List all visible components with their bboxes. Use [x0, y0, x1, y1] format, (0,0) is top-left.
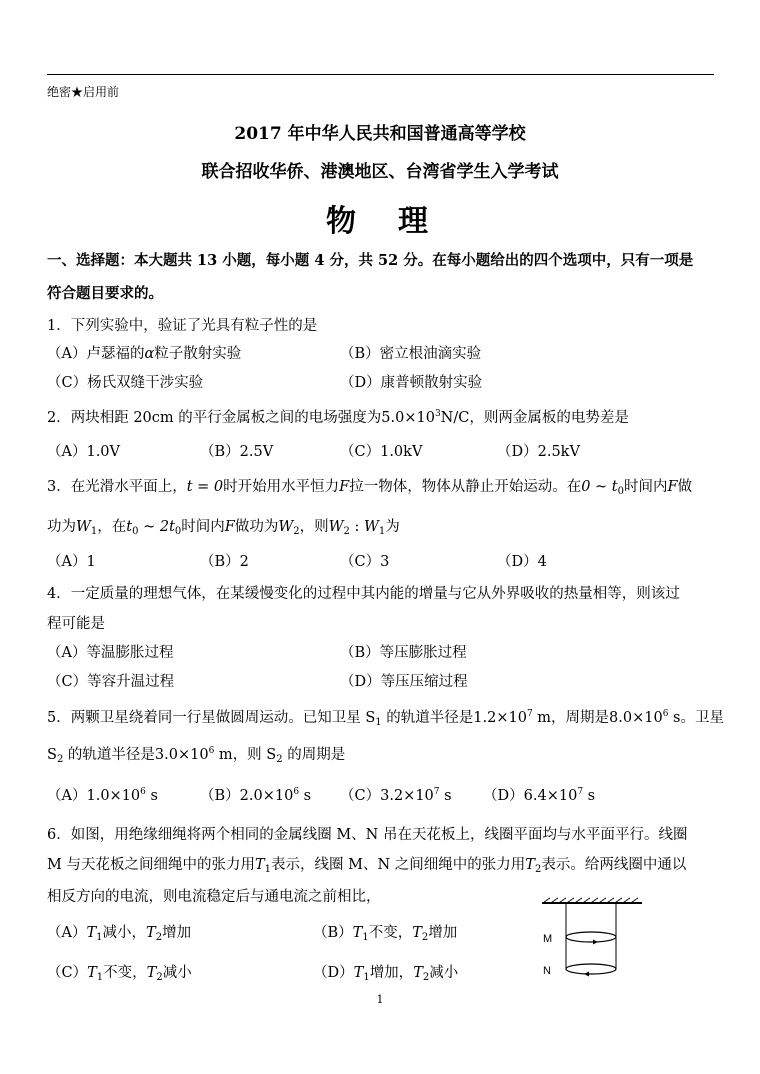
q2-stem: 2．两块相距 20cm 的平行金属板之间的电场强度为$5.0\times 10^3N/C$，则两金属板的电势差是 — [47, 409, 629, 426]
coil-n — [566, 964, 616, 977]
q6-stem-line2: M 与天花板之间细绳中的张力用$T_1$表示，线圈 M、N 之间细绳中的张力用$T_2$表示。给两线圈中通以 — [47, 857, 687, 875]
q2-option-b: （B）2.5V — [200, 444, 274, 460]
q5-stem-line1: 5．两颗卫星绕着同一行星做圆周运动。已知卫星 $S_1$ 的轨道半径是$1.2\times 10^7$ m，周期是$8.0\times 10^6$ s。卫星 — [47, 709, 724, 728]
coil-n-current-arrow-icon — [584, 972, 589, 977]
subject-title: 物 理 — [326, 204, 434, 239]
q3-option-c: （C）3 — [340, 554, 390, 570]
q4-option-c: （C）等容升温过程 — [47, 674, 175, 690]
q1-stem: 1．下列实验中，验证了光具有粒子性的是 — [47, 318, 318, 334]
ceiling — [542, 898, 642, 903]
q5-option-a: $(A)1.0\times 10^6$ s — [47, 787, 158, 804]
q4-stem-line1: 4．一定质量的理想气体，在某缓慢变化的过程中其内能的增量与它从外界吸收的热量相等，则该过 — [47, 586, 680, 602]
exam-title-line1: 2017 年中华人民共和国普通高等学校 — [234, 124, 526, 144]
q3-option-b: （B）2 — [200, 554, 249, 570]
coil-m — [566, 932, 616, 945]
q3-stem-line1: 3．在光滑水平面上，t = 0时开始用水平恒力F拉一物体，物体从静止开始运动。在0 ~ $t_0$时间内F做 — [47, 479, 693, 497]
q3-option-a: （A）1 — [47, 554, 96, 570]
q1-option-c: （C）杨氏双缝干涉实验 — [47, 375, 204, 391]
q6-option-c: $(C)T_1$不变，$T_2$减小 — [47, 965, 192, 983]
q5-stem-line2: $S_2$ 的轨道半径是$3.0\times 10^6$ m，则 $S_2$ 的周期是 — [47, 746, 346, 765]
section-intro-line1: 一、选择题：本大题共 13 小题，每小题 4 分，共 52 分。在每小题给出的四个选项中，只有一项是 — [47, 252, 694, 269]
coil-figure — [538, 897, 648, 979]
q4-option-b: （B）等压膨胀过程 — [340, 645, 467, 661]
q3-stem-line2: 功为$W_1$，在$t_0$ ~ $2t_0$时间内F做功为$W_2$，则$W_2$ : $W_1$为 — [47, 519, 400, 537]
exam-title-line2: 联合招收华侨、港澳地区、台湾省学生入学考试 — [201, 162, 559, 182]
q6-option-d: $(D)T_1$增加，$T_2$减小 — [313, 965, 459, 983]
q4-stem-line2: 程可能是 — [47, 616, 105, 632]
q2-option-d: （D）2.5kV — [497, 444, 580, 460]
strings — [566, 903, 616, 969]
q1-option-b: （B）密立根油滴实验 — [340, 346, 482, 362]
label-n: N — [543, 965, 551, 977]
q2-option-c: （C）1.0kV — [340, 444, 423, 460]
secret-label: 绝密★启用前 — [47, 85, 120, 99]
q3-option-d: （D）4 — [497, 554, 547, 570]
page-number: 1 — [376, 993, 384, 1006]
q4-option-a: （A）等温膨胀过程 — [47, 645, 174, 661]
q6-stem-line3: 相反方向的电流，则电流稳定后与通电流之前相比， — [47, 889, 381, 905]
header-rule — [47, 74, 714, 75]
q5-option-d: $(D)6.4\times 10^7$ s — [483, 787, 596, 804]
coil-m-current-arrow-icon — [593, 940, 598, 945]
q4-option-d: （D）等压压缩过程 — [340, 674, 468, 690]
q2-option-a: （A）1.0V — [47, 444, 121, 460]
q1-option-a: （A）卢瑟福的α粒子散射实验 — [47, 346, 242, 362]
q5-option-b: $(B)2.0\times 10^6$ s — [200, 787, 312, 804]
q5-option-c: $(C)3.2\times 10^7$ s — [340, 787, 452, 804]
q1-option-d: （D）康普顿散射实验 — [340, 375, 483, 391]
section-intro-line2: 符合题目要求的。 — [47, 285, 163, 302]
q6-option-b: $(B)T_1$不变，$T_2$增加 — [313, 925, 458, 943]
q6-option-a: $(A)T_1$减小，$T_2$增加 — [47, 925, 192, 943]
label-m: M — [543, 933, 553, 945]
q6-stem-line1: 6．如图，用绝缘细绳将两个相同的金属线圈 M、N 吊在天花板上，线圈平面均与水平面平行。线圈 — [47, 827, 688, 843]
